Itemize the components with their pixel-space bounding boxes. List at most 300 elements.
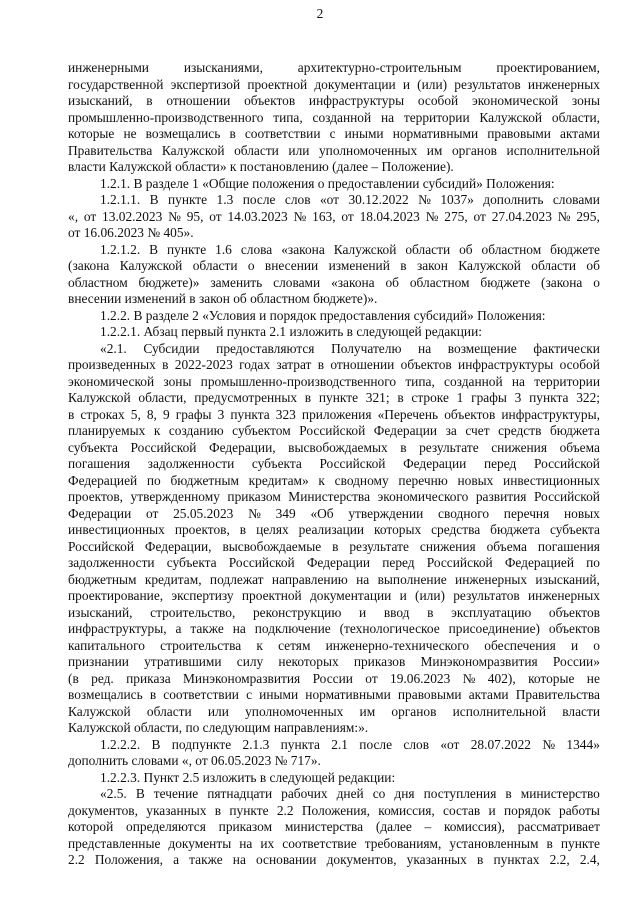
word: документов,	[326, 852, 397, 867]
word: областном	[68, 274, 128, 290]
word: погашения	[537, 538, 600, 554]
word: органов	[391, 703, 437, 719]
word: изысканий,	[68, 93, 133, 108]
word: «Об	[310, 505, 334, 521]
word: 1344»	[566, 736, 600, 752]
word: 3	[514, 390, 522, 405]
word: созданию	[168, 423, 224, 438]
text-line	[68, 588, 600, 605]
word: об	[586, 258, 600, 273]
word: которые	[528, 670, 575, 686]
word: утверждении	[348, 505, 424, 521]
word: инженерно-технического	[325, 637, 470, 653]
word: (в	[68, 670, 79, 686]
text-line	[68, 357, 600, 374]
word: Правительства	[68, 142, 153, 158]
word: №	[557, 208, 571, 224]
text-line	[68, 605, 600, 622]
word: или	[288, 142, 310, 158]
word: 13.02.2023	[102, 208, 163, 224]
word: документы	[168, 835, 232, 851]
text-line	[68, 737, 600, 754]
word: «закона	[331, 274, 375, 290]
word: течение	[153, 786, 199, 801]
word: поступления	[423, 786, 497, 801]
word: задолженности	[147, 456, 235, 471]
word: силу	[236, 654, 264, 669]
word: и	[488, 802, 496, 818]
text-line	[68, 423, 600, 440]
word: Федерации	[373, 423, 438, 438]
word: Федерации	[306, 555, 371, 570]
word: В	[149, 241, 159, 257]
word: бюджета	[490, 522, 541, 537]
word: в	[162, 357, 169, 372]
word: субъекта	[251, 456, 302, 471]
word: «от	[440, 736, 460, 752]
text-line	[68, 654, 600, 671]
word: капитального	[68, 637, 145, 653]
word: приказом	[218, 819, 273, 834]
text-line	[68, 803, 600, 820]
word: комиссия,	[378, 802, 435, 818]
word: после	[242, 192, 276, 207]
word: работы	[559, 802, 600, 818]
word: экономического	[377, 489, 469, 504]
word: присоединение)	[448, 621, 540, 636]
word: 25.05.2023	[173, 505, 234, 521]
word: состав	[443, 802, 481, 818]
word: министерство	[520, 786, 600, 801]
word: Российской	[68, 538, 134, 554]
word: (закона	[541, 274, 583, 290]
word: высвобождаемых	[288, 439, 388, 455]
word: 1.2.1.1.	[100, 192, 141, 207]
word: а	[175, 621, 182, 636]
text-line	[68, 539, 600, 556]
word: Федерации,	[144, 538, 212, 554]
word: в	[68, 406, 75, 422]
word: обеспечения	[484, 637, 556, 653]
word: пункте	[167, 241, 207, 257]
text-line	[68, 786, 600, 803]
word: не	[586, 670, 600, 686]
word: Федерацией	[504, 555, 574, 570]
word: особой	[559, 357, 600, 372]
word: уполномоченных	[318, 142, 418, 158]
word: кредитам,	[144, 571, 202, 587]
text-line	[68, 506, 600, 523]
word: на	[356, 571, 370, 587]
word: инженерных	[455, 571, 528, 587]
word: Калужской	[458, 258, 521, 273]
word: их	[260, 835, 275, 851]
word: по	[146, 472, 161, 488]
word: 14.03.2023	[227, 208, 288, 224]
word: Калужской	[479, 109, 543, 125]
word: в	[505, 786, 512, 801]
text-line	[68, 93, 600, 110]
word: которой	[68, 819, 114, 834]
word: 2.2	[276, 802, 294, 818]
word: инженерных	[527, 76, 600, 92]
text-line: от 16.06.2023 № 405».	[68, 225, 194, 240]
word: ред.	[91, 670, 114, 686]
word: подпункте	[171, 736, 232, 752]
word: «2.1.	[100, 340, 127, 356]
word: также	[190, 621, 224, 636]
word: им	[359, 703, 376, 719]
word: некоторых	[278, 654, 339, 669]
word: проектов,	[174, 522, 230, 537]
word: Положения,	[94, 852, 163, 867]
word: представленные	[68, 835, 161, 851]
word: высвобождаемые	[222, 538, 322, 554]
text-line	[68, 192, 600, 209]
word: власти	[562, 703, 600, 719]
text-line	[68, 390, 600, 407]
word: Российской	[319, 456, 386, 471]
word: произведенных	[68, 357, 156, 372]
word: также	[189, 852, 223, 867]
word: 2022-2023	[174, 357, 233, 372]
word: планируемых	[68, 423, 146, 438]
word: 1.6	[215, 241, 232, 257]
word: министерства	[284, 819, 364, 834]
word: (или)	[417, 76, 448, 92]
word: Федерацией	[68, 472, 138, 488]
word: предоставляются	[216, 340, 315, 356]
word: Минэкономразвития	[183, 670, 301, 686]
text-line	[68, 407, 600, 424]
word: созданной	[312, 109, 372, 125]
word: инвестиционных	[503, 472, 600, 488]
word: дня	[394, 786, 415, 801]
word: в	[229, 126, 236, 141]
word: экономической	[68, 373, 155, 389]
word: документов,	[68, 802, 138, 818]
word: кредитам»	[248, 472, 309, 488]
word: «2.5.	[100, 786, 127, 801]
word: «Перечень	[377, 406, 439, 422]
word: инфраструктуры,	[68, 621, 167, 636]
text-line	[68, 572, 600, 589]
word: Российской	[299, 423, 366, 438]
word: к	[256, 637, 263, 653]
text-line	[68, 374, 600, 391]
word: области,	[551, 109, 600, 125]
word: инженерными	[68, 60, 149, 75]
word: 349	[275, 505, 296, 521]
word: 275,	[444, 208, 468, 224]
word: уполномоченных	[245, 703, 344, 719]
word: иными	[259, 687, 299, 702]
word: объема	[486, 538, 527, 554]
word: Минэкономразвития	[420, 654, 538, 669]
word: экспертизу	[171, 588, 234, 603]
word: исполнительной	[506, 142, 600, 158]
word: 18.04.2023	[359, 208, 420, 224]
word: областном	[409, 274, 470, 290]
word: области	[192, 258, 238, 273]
word: правовыми	[397, 687, 462, 702]
word: территории	[534, 373, 600, 389]
word: к	[153, 423, 161, 438]
word: области	[146, 703, 192, 719]
word: объектов	[244, 93, 296, 108]
word: 30.12.2022	[348, 192, 409, 207]
word: проектированием,	[496, 60, 600, 75]
text-line	[68, 473, 600, 490]
word: выполнение	[377, 571, 447, 587]
document-body	[68, 60, 600, 869]
text-line	[68, 275, 600, 292]
word: 1.3	[216, 192, 234, 207]
word: нормативными	[392, 126, 479, 141]
word: актами	[560, 126, 600, 141]
text-line: 1.2.2.3. Пункт 2.5 изложить в следующей редакции:	[100, 769, 396, 785]
word: внесении	[264, 258, 319, 273]
word: на	[418, 340, 432, 356]
text-line	[68, 522, 600, 539]
word: Правительства	[515, 687, 600, 702]
word: 295,	[576, 208, 600, 224]
word: от	[209, 208, 222, 224]
word: России»	[552, 654, 600, 669]
text-line: внесении изменений в закон об областном бюджете)».	[68, 291, 378, 306]
word: 402),	[487, 670, 516, 686]
text-line	[68, 440, 600, 457]
word: соответствии	[244, 126, 321, 141]
word: пункта	[529, 390, 569, 405]
word: пятнадцати	[207, 786, 273, 801]
word: снижения	[419, 538, 476, 554]
word: словами	[552, 192, 600, 207]
word: или	[207, 703, 229, 719]
word: в	[304, 390, 312, 405]
word: 2.1.3	[242, 736, 270, 752]
word: 95,	[186, 208, 204, 224]
word: перечня	[503, 505, 550, 521]
text-line	[68, 77, 600, 94]
word: «,	[68, 208, 79, 224]
word: 19.06.2023	[390, 670, 451, 686]
word: Федерации	[403, 456, 467, 471]
word: на	[511, 373, 526, 389]
word: областном	[481, 241, 542, 257]
word: требованиям,	[364, 835, 442, 851]
word: и	[570, 637, 579, 653]
word: ввод	[383, 604, 410, 620]
word: дополнить	[483, 192, 544, 207]
word: №	[418, 192, 431, 207]
word: реконструкцию	[252, 604, 342, 620]
word: России	[312, 670, 353, 686]
word: объема	[559, 439, 600, 455]
word: в	[332, 538, 339, 554]
text-line	[68, 209, 600, 226]
word: объектов	[548, 621, 600, 636]
word: пункте	[229, 802, 269, 818]
word: Калужской	[119, 258, 183, 273]
word: области	[234, 142, 279, 158]
word: установленным	[449, 835, 539, 851]
word: после	[359, 736, 393, 752]
text-line	[68, 671, 600, 688]
word: №	[462, 670, 476, 686]
word: от	[473, 208, 486, 224]
word: средства	[431, 522, 481, 537]
word: 5,	[130, 406, 141, 422]
word: счет	[465, 423, 490, 438]
word: 9	[162, 406, 170, 422]
word: возмещались	[145, 126, 221, 141]
word: слов	[403, 736, 430, 752]
word: 322;	[576, 390, 600, 405]
word: строках	[80, 406, 125, 422]
word: Субсидии	[143, 340, 200, 356]
word: области	[531, 258, 577, 273]
word: 2.2	[68, 852, 85, 867]
word: (далее	[375, 819, 412, 834]
word: перед	[483, 456, 517, 471]
word: об	[459, 241, 473, 257]
text-line	[68, 258, 600, 275]
word: развития	[475, 489, 527, 504]
word: пункта	[230, 406, 270, 422]
word: о	[247, 258, 255, 273]
word: с	[246, 687, 253, 702]
word: изысканиями,	[183, 60, 263, 75]
text-line: дополнить словами «, от 06.05.2023 № 717».	[68, 753, 321, 768]
word: правовыми	[487, 126, 551, 141]
word: 1037»	[440, 192, 474, 207]
word: в	[239, 522, 247, 537]
word: субъекта	[68, 439, 118, 455]
word: соответствие	[282, 835, 357, 851]
word: в	[477, 852, 484, 867]
word: которых	[374, 522, 422, 537]
word: со	[372, 786, 386, 801]
word: затрат	[276, 357, 312, 372]
word: предусмотренных	[194, 390, 298, 405]
word: фактически	[533, 340, 600, 356]
word: подключение	[254, 621, 331, 636]
word: 2.4,	[579, 852, 600, 867]
word: графы	[175, 406, 212, 422]
word: реализации	[298, 522, 365, 537]
word: субъектом	[232, 423, 291, 438]
word: от	[83, 208, 97, 224]
text-line	[68, 836, 600, 853]
word: иными	[344, 126, 384, 141]
word: бюджетным	[68, 571, 137, 587]
word: в	[214, 802, 222, 818]
word: утвержденному	[130, 489, 220, 504]
word: в	[146, 93, 153, 108]
word: слова	[240, 241, 273, 257]
word: Российской	[130, 439, 197, 455]
word: от	[365, 670, 378, 686]
word: приказа	[126, 670, 171, 686]
word: утратившими	[144, 654, 222, 669]
word: которые	[68, 126, 115, 141]
word: бюджете	[550, 241, 600, 257]
word: 323	[275, 406, 296, 422]
word: результатов	[454, 76, 521, 92]
word: в	[317, 357, 325, 372]
word: Российской	[426, 555, 493, 570]
text-line	[68, 687, 600, 704]
word: о	[593, 637, 600, 653]
word: новых	[564, 505, 600, 521]
word: от	[145, 505, 159, 521]
word: и	[358, 604, 367, 620]
text-line	[68, 60, 600, 77]
word: документации	[314, 76, 396, 92]
word: В	[149, 192, 159, 207]
word: 28.07.2022	[470, 736, 531, 752]
word: исполнительной	[452, 703, 547, 719]
word: проектной	[241, 588, 302, 603]
word: 2.1	[331, 736, 348, 752]
word: к	[318, 472, 325, 488]
word: №	[248, 505, 261, 521]
word: (или)	[415, 588, 445, 603]
word: по	[586, 555, 600, 570]
word: эксплуатацию	[451, 604, 532, 620]
word: №	[425, 208, 439, 224]
word: объектов	[444, 406, 496, 422]
word: Российской	[533, 456, 600, 471]
word: области,	[138, 390, 187, 405]
word: созданной	[444, 373, 503, 389]
word: области	[405, 241, 451, 257]
word: субъекта	[550, 522, 600, 537]
word: дней	[336, 786, 364, 801]
word: направлению	[271, 571, 348, 587]
word: 163,	[312, 208, 336, 224]
text-line	[68, 704, 600, 721]
word: соответствии	[163, 687, 239, 702]
word: 1.2.1.2.	[100, 241, 141, 257]
word: словами	[273, 274, 321, 290]
word: пункта	[280, 736, 320, 752]
word: на	[380, 109, 395, 125]
word: Федерации	[68, 505, 132, 521]
word: не	[123, 126, 137, 141]
text-line	[68, 852, 600, 869]
word: возмещались	[68, 687, 143, 702]
text-line	[68, 621, 600, 638]
word: промышленно-производственного	[200, 373, 397, 389]
word: (закона	[68, 258, 110, 273]
word: Калужской	[68, 390, 131, 405]
word: 1.2.2.2.	[100, 736, 141, 752]
word: отношении	[166, 93, 231, 108]
word: а	[173, 852, 180, 867]
word: «от	[319, 192, 340, 207]
word: перед	[382, 555, 415, 570]
word: Калужской	[161, 142, 225, 158]
word: за	[445, 423, 457, 438]
word: №	[542, 736, 556, 752]
word: признании	[68, 654, 129, 669]
text-line	[68, 126, 600, 143]
text-line: 1.2.2. В разделе 2 «Условия и порядок предоставления субсидий» Положения:	[100, 307, 546, 323]
word: изменений	[328, 258, 390, 273]
word: органов	[451, 142, 497, 158]
